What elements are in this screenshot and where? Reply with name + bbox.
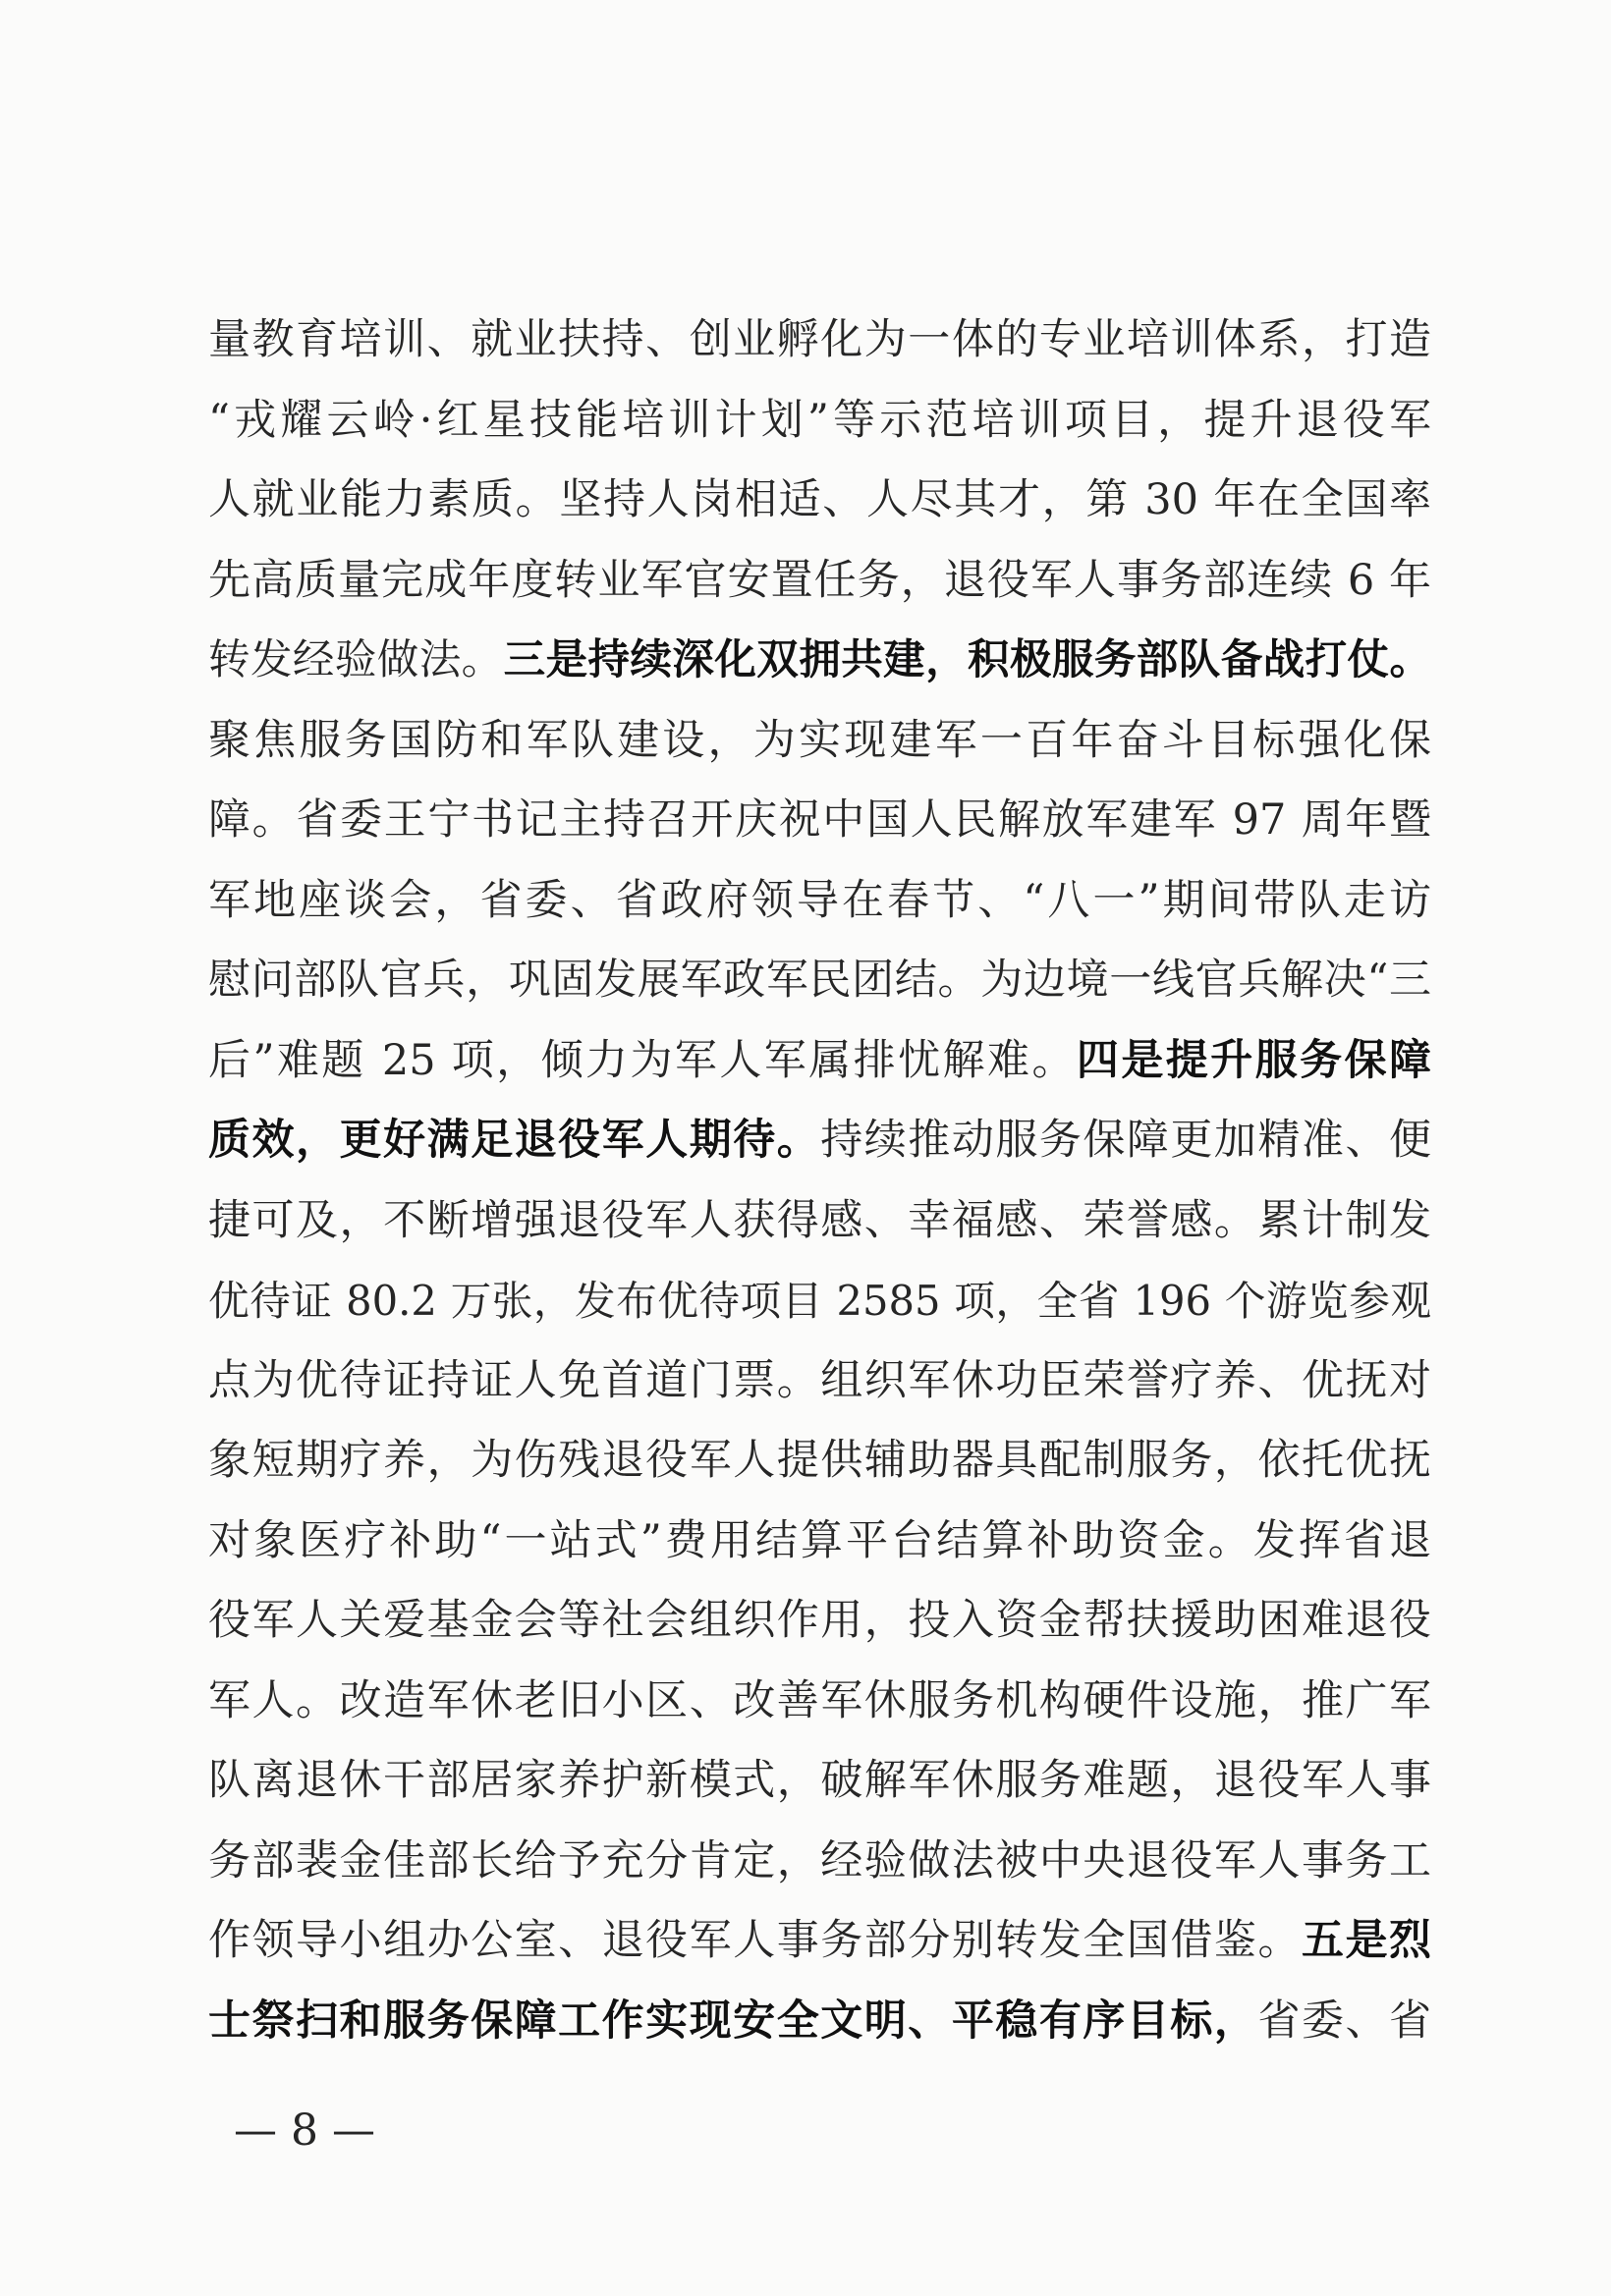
text-line <box>208 621 1431 701</box>
bold-heading-run: 四是提升服务保障 <box>1076 1035 1431 1085</box>
text-run: 后”难题 25 项，倾力为军人军属排忧解难。 <box>208 1035 1077 1085</box>
text-line <box>208 941 1431 1021</box>
text-line <box>208 1502 1431 1582</box>
text-run: 慰问部队官兵，巩固发展军政军民团结。为边境一线官兵解决“三 <box>208 956 1431 1005</box>
text-line <box>208 1741 1431 1822</box>
text-line <box>208 1982 1431 2062</box>
text-line <box>208 381 1431 462</box>
text-line <box>208 701 1431 782</box>
text-run: 点为优待证持证人免首道门票。组织军休功臣荣誉疗养、优抚对 <box>208 1355 1431 1405</box>
text-line <box>208 1662 1431 1742</box>
text-line <box>208 1181 1431 1262</box>
text-run: 人就业能力素质。坚持人岗相适、人尽其才，第 30 年在全国率 <box>208 475 1431 524</box>
bold-heading-run: 三是持续深化双拥共建，积极服务部队备战打仗。 <box>503 635 1431 684</box>
text-run: 队离退休干部居家养护新模式，破解军休服务难题，退役军人事 <box>208 1756 1431 1805</box>
text-run: 持续推动服务保障更加精准、便 <box>820 1116 1431 1165</box>
text-run: 军地座谈会，省委、省政府领导在春节、“八一”期间带队走访 <box>208 875 1431 925</box>
bold-heading-run: 质效，更好满足退役军人期待。 <box>208 1116 821 1165</box>
text-line <box>208 1261 1431 1341</box>
text-run: 省委、省 <box>1257 1995 1431 2046</box>
text-run: 务部裴金佳部长给予充分肯定，经验做法被中央退役军人事务工 <box>208 1835 1431 1886</box>
text-line <box>208 541 1431 622</box>
text-run: 军人。改造军休老旧小区、改善军休服务机构硬件设施，推广军 <box>208 1675 1431 1725</box>
text-run: 役军人关爱基金会等社会组织作用，投入资金帮扶援助困难退役 <box>208 1596 1431 1645</box>
bold-heading-run: 士祭扫和服务保障工作实现安全文明、平稳有序目标， <box>208 1995 1258 2046</box>
text-line <box>208 461 1431 541</box>
text-line <box>208 861 1431 942</box>
text-run: 障。省委王宁书记主持召开庆祝中国人民解放军建军 97 周年暨 <box>208 795 1431 845</box>
text-line <box>208 1822 1431 1902</box>
text-run: 聚焦服务国防和军队建设，为实现建军一百年奋斗目标强化保 <box>208 715 1431 765</box>
text-line <box>208 1901 1431 1982</box>
body-paragraph <box>208 301 1431 2061</box>
text-run: 优待证 80.2 万张，发布优待项目 2585 项，全省 196 个游览参观 <box>208 1277 1431 1325</box>
text-line <box>208 1341 1431 1422</box>
page-number: — 8 — <box>234 2105 375 2156</box>
text-run: 转发经验做法。 <box>208 636 504 684</box>
text-line <box>208 301 1431 381</box>
text-run: 量教育培训、就业扶持、创业孵化为一体的专业培训体系，打造 <box>208 315 1431 364</box>
text-run: 象短期疗养，为伤残退役军人提供辅助器具配制服务，依托优抚 <box>208 1436 1431 1485</box>
text-line <box>208 1101 1431 1181</box>
text-line <box>208 1421 1431 1502</box>
text-run: 捷可及，不断增强退役军人获得感、幸福感、荣誉感。累计制发 <box>208 1195 1431 1245</box>
text-run: 作领导小组办公室、退役军人事务部分别转发全国借鉴。 <box>208 1916 1302 1965</box>
text-run: “戎耀云岭·红星技能培训计划”等示范培训项目，提升退役军 <box>208 395 1431 445</box>
text-line <box>208 781 1431 861</box>
text-line <box>208 1021 1431 1102</box>
text-run: 对象医疗补助“一站式”费用结算平台结算补助资金。发挥省退 <box>208 1515 1431 1565</box>
text-run: 先高质量完成年度转业军官安置任务，退役军人事务部连续 6 年 <box>208 555 1431 605</box>
bold-heading-run: 五是烈 <box>1301 1916 1431 1965</box>
text-line <box>208 1581 1431 1662</box>
